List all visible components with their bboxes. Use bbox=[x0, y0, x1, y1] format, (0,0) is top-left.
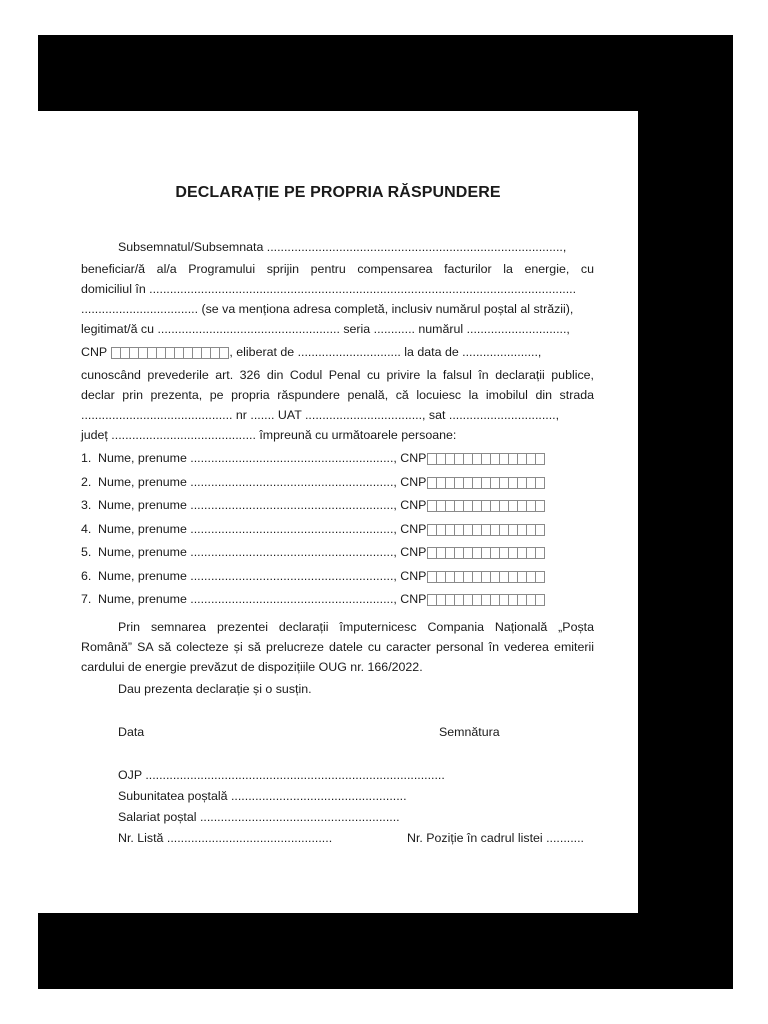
postal-employee-field: Salariat poștal .......................................................... bbox=[118, 810, 400, 824]
text-line: declar prin prezenta, pe propria răspundere penală, că locuiesc la imobilul din strada bbox=[81, 388, 594, 402]
text-line: .................................. (se va menționa adresa completă, inclusiv numărul poștal al străzii), bbox=[81, 302, 574, 316]
cnp-suffix: , eliberat de .............................. la data de ......................, bbox=[229, 345, 542, 359]
cnp-line bbox=[81, 344, 594, 361]
cnp-digit-box[interactable] bbox=[535, 571, 545, 583]
text-line: legitimat/ă cu ..................................................... seria ............ numărul ............................., bbox=[81, 322, 570, 336]
person-name-field: Nume, prenume ..........................................................., CNP bbox=[98, 498, 427, 512]
person-cnp-boxes[interactable] bbox=[427, 521, 544, 537]
ojp-field: OJP ....................................................................................... bbox=[118, 768, 445, 782]
black-border-top bbox=[38, 35, 733, 111]
black-border-bottom bbox=[38, 913, 733, 989]
cnp-digit-box[interactable] bbox=[535, 453, 545, 465]
person-number: 7. bbox=[81, 592, 92, 606]
person-cnp-boxes[interactable] bbox=[427, 451, 544, 467]
cnp-digit-box[interactable] bbox=[535, 547, 545, 559]
person-row bbox=[81, 568, 596, 585]
person-cnp-boxes[interactable] bbox=[427, 545, 544, 561]
cnp-label: CNP bbox=[81, 345, 107, 359]
person-name-field: Nume, prenume ..........................................................., CNP bbox=[98, 568, 427, 583]
person-number: 5. bbox=[81, 545, 92, 559]
cnp-digit-box[interactable] bbox=[535, 500, 545, 512]
person-name-field: Nume, prenume ..........................................................., CNP bbox=[98, 521, 427, 536]
list-number-field: Nr. Listă ................................................ bbox=[118, 831, 333, 845]
person-row bbox=[81, 521, 596, 538]
person-cnp-boxes[interactable] bbox=[427, 592, 544, 608]
paragraph-line: cardului de energie prevăzut de dispozițiile OUG nr. 166/2022. bbox=[81, 660, 423, 674]
person-cnp-boxes[interactable] bbox=[427, 498, 544, 514]
signature-label: Semnătura bbox=[439, 725, 500, 739]
paragraph-line: Română” SA să colecteze și să prelucreze datele cu caracter personal în vederea emiterii bbox=[81, 640, 594, 654]
person-number: 3. bbox=[81, 498, 92, 512]
date-label: Data bbox=[118, 725, 145, 739]
person-row bbox=[81, 497, 596, 514]
person-row bbox=[81, 474, 596, 491]
person-row bbox=[81, 450, 596, 467]
text-line: cunoscând prevederile art. 326 din Codul Penal cu privire la falsul în declarații publice, bbox=[81, 368, 594, 382]
document-title: DECLARAȚIE PE PROPRIA RĂSPUNDERE bbox=[175, 184, 501, 201]
closing-line: Dau prezenta declarație și o susțin. bbox=[118, 682, 312, 696]
text-line: județ .......................................... împreună cu următoarele persoane: bbox=[81, 428, 457, 442]
person-number: 4. bbox=[81, 521, 92, 536]
cnp-digit-box[interactable] bbox=[535, 594, 545, 606]
person-number: 1. bbox=[81, 451, 92, 465]
person-name-field: Nume, prenume ..........................................................., CNP bbox=[98, 451, 427, 465]
person-number: 6. bbox=[81, 568, 92, 583]
list-position-field: Nr. Poziție în cadrul listei ........... bbox=[407, 831, 584, 845]
paragraph-line: Prin semnarea prezentei declarații împuternicesc Compania Națională „Poșta bbox=[118, 620, 594, 634]
person-name-field: Nume, prenume ..........................................................., CNP bbox=[98, 545, 427, 559]
text-line: domiciliul în ............................................................................................................................ bbox=[81, 282, 577, 296]
person-cnp-boxes[interactable] bbox=[427, 568, 544, 584]
cnp-boxes[interactable] bbox=[111, 345, 228, 361]
cnp-digit-box[interactable] bbox=[535, 524, 545, 536]
person-cnp-boxes[interactable] bbox=[427, 474, 544, 490]
person-row bbox=[81, 591, 596, 608]
person-number: 2. bbox=[81, 474, 92, 489]
text-line: ............................................ nr ....... UAT .................................., sat ..............................., bbox=[81, 408, 560, 422]
text-line: Subsemnatul/Subsemnata ......................................................................................, bbox=[118, 240, 567, 254]
cnp-digit-box[interactable] bbox=[219, 347, 229, 359]
person-name-field: Nume, prenume ..........................................................., CNP bbox=[98, 592, 427, 606]
black-border-right bbox=[638, 35, 733, 989]
person-name-field: Nume, prenume ..........................................................., CNP bbox=[98, 474, 427, 489]
declaration-page bbox=[38, 111, 638, 913]
person-row bbox=[81, 544, 596, 561]
text-line: beneficiar/ă al/a Programului sprijin pentru compensarea facturilor la energie, cu bbox=[81, 262, 594, 276]
cnp-digit-box[interactable] bbox=[535, 477, 545, 489]
subunit-field: Subunitatea poștală ................................................... bbox=[118, 789, 407, 803]
